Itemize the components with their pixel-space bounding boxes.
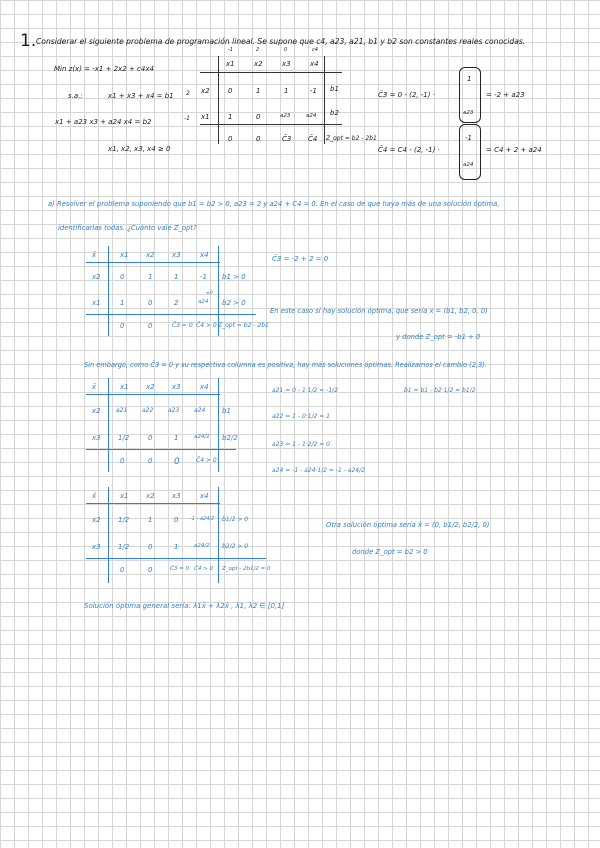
objective: Min z(x) = -x1 + 2x2 + c4x4 — [54, 65, 154, 73]
table-cell: 1/2 — [118, 434, 130, 442]
cost-coef: 0 — [284, 47, 288, 53]
rhs-cell: b2/2 — [222, 434, 238, 442]
basis-cell: x2 — [92, 407, 101, 415]
c4-calc: C̄4 = C4 - (2, -1) · — [378, 146, 440, 154]
problem-number: 1. — [20, 31, 37, 51]
table-cell: 1 — [256, 87, 261, 95]
table-cell: 0 — [148, 434, 153, 442]
problem-statement: Considerar el siguiente problema de programación lineal. Se supone que c4, a23, a21, b1 y b2 son constantes reales conocidas. — [36, 37, 526, 46]
table-cell: 1/2 — [118, 543, 130, 551]
rhs-cell: b1 — [222, 407, 231, 415]
table-cell: a24/2 — [194, 543, 210, 549]
basis-cell: x1 — [201, 113, 210, 121]
table-cell: 1 — [174, 273, 179, 281]
vector-entry: a24 — [463, 162, 474, 168]
general-solution: Solución óptima general sería: λ1x̄ + λ2x̂ , λ1, λ2 ∈ [0,1] — [84, 602, 285, 610]
header-cell: x4 — [200, 492, 209, 500]
table-cell: 0 — [256, 113, 261, 121]
table-cell: 2 — [174, 299, 179, 307]
other-z-opt: donde Z_opt = b2 > 0 — [352, 548, 428, 556]
reduced-cost: 0 — [148, 322, 153, 330]
header-cell: x1 — [120, 251, 129, 259]
header-cell: x2 — [146, 492, 155, 500]
calc-a23: a23 = 1 - 1·2/2 = 0 — [272, 441, 330, 448]
table-cell: 1/2 — [118, 516, 130, 524]
table-cell: a23 — [168, 407, 180, 414]
header-cell: x4 — [200, 383, 209, 391]
table-cell: 1 — [284, 87, 289, 95]
rule — [86, 314, 256, 315]
cb-cell: -1 — [184, 115, 190, 122]
rule — [108, 378, 109, 472]
header-cell: x3 — [172, 492, 181, 500]
nonnegativity: x1, x2, x3, x4 ≥ 0 — [108, 145, 171, 153]
basis-cell: x3 — [92, 543, 101, 551]
header-cell: x3 — [172, 383, 181, 391]
reduced-cost: C̄4 — [308, 135, 318, 143]
table-cell: 1 — [174, 543, 179, 551]
cost-coef: c4 — [312, 47, 318, 53]
z-value: Z_opt - 2b1/2 = 0 — [222, 566, 271, 572]
reduced-cost: 0 — [120, 566, 125, 574]
rule — [218, 378, 219, 472]
constraint-2: x1 + a23 x3 + a24 x4 = b2 — [55, 118, 152, 126]
table-cell: 1 — [228, 113, 233, 121]
table-cell: 1 — [148, 273, 153, 281]
rhs-cell: b1 — [330, 85, 339, 93]
vector-entry: 1 — [467, 75, 472, 83]
header-cell: x4 — [200, 251, 209, 259]
header-cell: x2 — [254, 60, 263, 68]
calc-a24: a24 = -1 - a24·1/2 = -1 - a24/2 — [272, 467, 365, 474]
header-cell: x1 — [120, 492, 129, 500]
reduced-cost: 0 — [228, 135, 233, 143]
rule — [86, 449, 236, 450]
rhs-cell: b1 > 0 — [222, 273, 246, 281]
rule — [218, 56, 219, 144]
header-cell: x1 — [226, 60, 235, 68]
reduced-cost: C̄3 = 0 — [170, 566, 189, 572]
table-cell: 1 — [174, 434, 179, 442]
calc-a22: a22 = 1 - 0·1/2 = 1 — [272, 413, 330, 420]
c3-calc: C̄3 = 0 - (2, -1) · — [378, 91, 435, 99]
table-cell: a22 — [142, 407, 154, 414]
sin-embargo-text: Sin embargo, como C̄3 = 0 y su respectiva columna es positiva, hay más soluciones óptimas. Realizamos el cambio (2,3). — [84, 361, 487, 369]
table-cell: 0 — [148, 543, 153, 551]
cb-cell: 2 — [186, 90, 190, 97]
constraint-1: x1 + x3 + x4 = b1 — [108, 92, 174, 100]
cost-coef: 2 — [256, 47, 260, 53]
table-cell: 0 — [174, 516, 179, 524]
rule — [218, 487, 219, 583]
reduced-cost: 0 — [120, 457, 125, 465]
header-cell: x3 — [172, 251, 181, 259]
corner-cell: x̂ — [92, 492, 97, 500]
table-cell: a21 — [116, 407, 128, 414]
table-cell: a24 — [194, 407, 206, 414]
cost-coef: -1 — [228, 47, 233, 53]
basis-cell: x2 — [92, 516, 101, 524]
calc-a21: a21 = 0 - 1·1/2 = -1/2 — [272, 387, 338, 394]
z-value: Z_opt = b2 - 2b1 — [326, 135, 377, 142]
header-cell: x4 — [310, 60, 319, 68]
rule — [86, 558, 266, 559]
c3-result: = -2 + a23 — [486, 91, 525, 99]
c4-result: = C4 + 2 + a24 — [486, 146, 542, 154]
calc-b1: b1 = b1 - b2·1/2 = b1/2 — [404, 387, 476, 394]
basis-cell: x3 — [92, 434, 101, 442]
table-cell: -1 - a24/2 — [190, 516, 215, 522]
z-value: Z_opt = b2 - 2b1 — [218, 322, 269, 329]
rule — [324, 56, 325, 144]
table-cell: 1 — [148, 516, 153, 524]
c3-equation: C̄3 = -2 + 2 = 0 — [272, 255, 329, 263]
reduced-cost: C̄3 — [282, 135, 292, 143]
table-cell: a24 — [306, 113, 317, 119]
table-cell: a24 — [198, 299, 209, 305]
basis-cell: x2 — [92, 273, 101, 281]
reduced-cost: 0 — [120, 322, 125, 330]
rule — [200, 72, 342, 73]
vector-entry: -1 — [465, 134, 472, 142]
rhs-cell: b2/2 > 0 — [222, 543, 249, 550]
reduced-cost: C̄3 = 0 — [172, 322, 193, 329]
part-a-question-2: identificarlas todas. ¿Cuánto vale Z_opt? — [58, 224, 197, 232]
corner-cell: x̄ — [92, 251, 97, 259]
rule — [108, 487, 109, 583]
rhs-cell: b2 — [330, 109, 339, 117]
reduced-cost: C̄4 > 0 — [194, 566, 213, 572]
header-cell: x1 — [120, 383, 129, 391]
st-label: s.a.: — [68, 92, 83, 100]
rule — [86, 503, 220, 504]
table-cell: -1 — [310, 87, 317, 95]
table-cell: 1 — [120, 299, 125, 307]
column-vector — [459, 124, 481, 180]
basis-cell: x1 — [92, 299, 101, 307]
other-solution: Otra solución óptima sería x̂ = (0, b1/2, b2/2, 0) — [326, 521, 490, 529]
part-a-question: a) Resolver el problema suponiendo que b1 = b2 > 0, a23 = 2 y a24 + C4 = 0. En el caso de que haya más de una solución óptima, — [48, 200, 500, 208]
rule — [86, 262, 220, 263]
reduced-cost: C̄4 > 0 — [196, 457, 217, 464]
corner-cell: x̄ — [92, 383, 97, 391]
reduced-cost: 0 — [148, 457, 153, 465]
vector-entry: a23 — [463, 110, 474, 116]
rule — [200, 124, 342, 125]
rule — [86, 394, 220, 395]
header-cell: x3 — [282, 60, 291, 68]
reduced-cost: 0 — [148, 566, 153, 574]
table-cell: 0 — [120, 273, 125, 281]
rhs-cell: b2 > 0 — [222, 299, 246, 307]
z-opt-note: y donde Z_opt = -b1 + 0 — [396, 333, 481, 341]
table-cell: 0 — [148, 299, 153, 307]
table-cell: a23 — [280, 113, 291, 119]
rule — [108, 246, 109, 336]
table-cell: a24/2 — [194, 434, 210, 440]
table-cell: 0 — [228, 87, 233, 95]
rhs-cell: b1/2 > 0 — [222, 516, 249, 523]
basis-cell: x2 — [201, 87, 210, 95]
table-cell: -1 — [200, 273, 207, 281]
reduced-cost: C̄4 > 0 — [196, 322, 217, 329]
nonzero-note: ≠0 — [206, 291, 213, 296]
header-cell: x2 — [146, 251, 155, 259]
header-cell: x2 — [146, 383, 155, 391]
reduced-cost: 0 — [256, 135, 261, 143]
reduced-cost: 0 — [174, 457, 180, 467]
optimal-solution-note: En este caso sí hay solución óptima, que sería x = (b1, b2, 0, 0) — [270, 307, 488, 315]
